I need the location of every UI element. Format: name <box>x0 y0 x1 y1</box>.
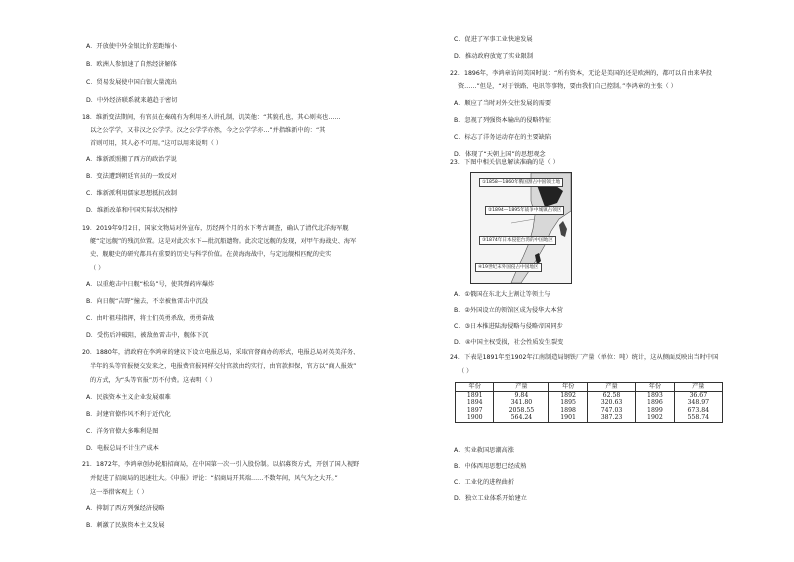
q21-option-d: D．推动政府放宽了实业限制 <box>454 53 534 60</box>
table-cell: 320.63 <box>587 399 635 407</box>
q24-option-c: C．工业化的进程曲折 <box>454 479 515 486</box>
table-row <box>456 399 723 407</box>
table-cell: 36.67 <box>674 391 722 399</box>
table-cell: 1897 <box>456 407 494 415</box>
q23-stem: 23．下图中相关信息解读准确的是（ ） <box>450 159 559 166</box>
table-cell: 1896 <box>636 399 674 407</box>
q19-stem-line3: 史、舰艇史的研究都具有重要的历史与科学价值。在黄海海战中，与定远舰相匹配的史实 <box>90 251 332 258</box>
table-header-row <box>456 383 723 392</box>
map-label-2: ②1894—1895年战争中城镇占领区 <box>485 206 564 215</box>
q17-option-c: C．贸易发展使中国白银大量流出 <box>86 79 177 86</box>
q24-stem-line1: 24．下表是1891年至1902年江南制造局钢铁厂产量（单位：吨）统计，这从侧面反映出当时中国 <box>450 354 719 361</box>
table-cell: 1892 <box>549 391 587 399</box>
q21-stem-line1: 21．1872年，李鸿章创办轮船招商局，在中国第一次一引入股份制。以招募资方式，开创了国人视野 <box>82 461 360 468</box>
q22-option-c: C．标志了洋务运动存在的主要缺陷 <box>454 134 552 141</box>
q20-option-c: C．洋务官僚大多唯利是图 <box>86 428 159 435</box>
q17-option-b: B．欧洲人参加速了自然经济解体 <box>86 61 177 68</box>
table-cell: 1902 <box>636 414 674 422</box>
q21-stem-line2: 并促进了招商局的迅速壮大。《申报》评论：“招商局开其端……不数年间，风气为之大开。” <box>90 475 338 482</box>
map-river <box>511 219 535 223</box>
q20-option-a: A．民族资本主义企业发展艰难 <box>86 394 171 401</box>
q19-option-b: B．向日舰“吉野”撞去，不幸被鱼雷击中沉没 <box>86 298 209 305</box>
table-cell: 387.23 <box>587 414 635 422</box>
table-cell: 1898 <box>549 407 587 415</box>
q18-stem-line1: 18．维新变法期间，有官员在奏疏有为利用圣人讲孔制，讥笑他：“其貌孔也，其心则夷也…… <box>82 114 341 121</box>
table-cell: 1891 <box>456 391 494 399</box>
header-year-1: 年份 <box>456 383 494 392</box>
table-cell: 1900 <box>456 414 494 422</box>
q19-stem-line1: 19．2019年9月2日，国家文物局对外宣布，历经两个月的水下考古调查，确认了清代北洋海军舰 <box>82 225 349 232</box>
q23-option-b: B．②外国设立的领馆区成为侵华大本营 <box>454 307 563 314</box>
q24-option-b: B．中体西用思想已经成熟 <box>454 463 527 470</box>
table-cell: 747.03 <box>587 407 635 415</box>
q20-stem-line1: 20．1880年，清政府在李鸿章的建议下设立电报总局，采取官督商办的形式，电报总局对英美洋务、 <box>82 349 360 356</box>
q17-option-a: A．开放使中外金银比价差距缩小 <box>86 43 177 50</box>
q22-stem-line1: 22．1896年，李鸿章访问美国时说：“所有资本，无论是美国的还是欧洲的，都可以自由来华投 <box>450 70 712 77</box>
q18-option-d: D．维新改革和中国实际状况相悖 <box>86 207 178 214</box>
map-label-3: ③1874年日本侵犯台湾的中国地区 <box>479 236 556 245</box>
header-output-2: 产量 <box>587 383 635 392</box>
q23-option-a: A．①俄国在东北大上割让等领土与 <box>454 291 551 298</box>
header-output-1: 产量 <box>494 383 549 392</box>
table-cell: 1899 <box>636 407 674 415</box>
q20-stem-line2: 半年的头等官报便交发来之，电报费官报同样交付官款由约实行，由官款担保，官方以“商人报效” <box>90 363 357 370</box>
q22-option-a: A．顺应了当时对外交往发展的需要 <box>454 100 552 107</box>
q19-option-a: A．以重炮击中日舰“松岛”号，使其弹药库爆炸 <box>86 281 215 288</box>
table-cell: 9.84 <box>494 391 549 399</box>
table-row <box>456 391 723 399</box>
q19-option-c: C．由叶祖珪指挥，将士们英勇杀敌，勇勇奋战 <box>86 315 215 322</box>
table-cell: 348.97 <box>674 399 722 407</box>
q21-option-a: A．抑制了西方列强经济侵略 <box>86 505 165 512</box>
q18-option-a: A．维新派照搬了西方的政治学说 <box>86 156 177 163</box>
q18-option-b: B．变法遭到朝廷官员的一致反对 <box>86 173 177 180</box>
q20-option-b: B．封建官僚作风不利于近代化 <box>86 411 171 418</box>
q19-option-d: D．受伤后冲破阻，被敌鱼雷击中，舰体下沉 <box>86 332 209 339</box>
q23-option-c: C．③日本推进陆海侵略与侵略帝国同步 <box>454 323 563 330</box>
header-output-3: 产量 <box>674 383 722 392</box>
q19-stem-line2: 艇“定远舰”的残沉位置。这是对此次水下—批沉船遗物。此次定远舰的发现，对甲午海战史、海军 <box>90 238 357 245</box>
q22-option-d: D．体现了“天朝上国”的思想观念 <box>454 151 546 158</box>
map-island-japan <box>559 221 567 237</box>
q22-stem-line2: 资……”但是，“对于铁路、电讯等事物，要由我们自己控制。”李鸿章的主张（ ） <box>458 83 677 90</box>
table-cell: 2058.55 <box>494 407 549 415</box>
q21-option-b: B．刺激了民族资本主义发展 <box>86 522 165 529</box>
q21-stem-line3: 这一举措客观上（ ） <box>90 489 148 496</box>
q24-stem-line2: （ ） <box>458 368 473 375</box>
table-cell: 673.84 <box>674 407 722 415</box>
table-cell: 1901 <box>549 414 587 422</box>
q18-stem-line2: 以之公学学，又非汉之公学学。汉之公学学亦然，今之公学学亦…”并指维新中的：“其 <box>90 127 326 134</box>
q22-option-b: B．忽视了列强资本输出的侵略特征 <box>454 117 552 124</box>
table-row <box>456 407 723 415</box>
table-cell: 1893 <box>636 391 674 399</box>
q18-option-c: C．维新派利用儒家思想抵抗改制 <box>86 190 177 197</box>
history-map-figure <box>470 172 572 284</box>
q21-option-c: C．促进了军事工业快速发展 <box>454 36 533 43</box>
q23-option-d: D．④中国主权受损，社会性质发生裂变 <box>454 339 564 346</box>
q18-stem-line3: 首则可用，其人必不可用。”这可以用来说明（ ） <box>90 140 223 147</box>
q20-option-d: D．电报总局不计生产成本 <box>86 445 159 452</box>
table-cell: 1895 <box>549 399 587 407</box>
table-row <box>456 414 723 422</box>
q24-option-a: A．实业救国思潮高涨 <box>454 447 514 454</box>
q19-stem-line4: （ ） <box>90 265 105 272</box>
q17-option-d: D．中外经济联系就来越趋于密切 <box>86 97 178 104</box>
q20-stem-line3: 的方式，为“头等官报”历不付费。这表明（ ） <box>90 377 216 384</box>
table-cell: 62.58 <box>587 391 635 399</box>
table-cell: 341.80 <box>494 399 549 407</box>
map-label-4: ④19世纪末外国侵占中国地区 <box>475 263 542 272</box>
table-cell: 558.74 <box>674 414 722 422</box>
q24-option-d: D．独立工业体系开始建立 <box>454 495 527 502</box>
map-label-1: ①1858—1860年俄国割占中国领土地 <box>479 178 563 187</box>
table-cell: 1894 <box>456 399 494 407</box>
header-year-2: 年份 <box>549 383 587 392</box>
table-cell: 564.24 <box>494 414 549 422</box>
steel-output-table <box>455 382 723 423</box>
header-year-3: 年份 <box>636 383 674 392</box>
